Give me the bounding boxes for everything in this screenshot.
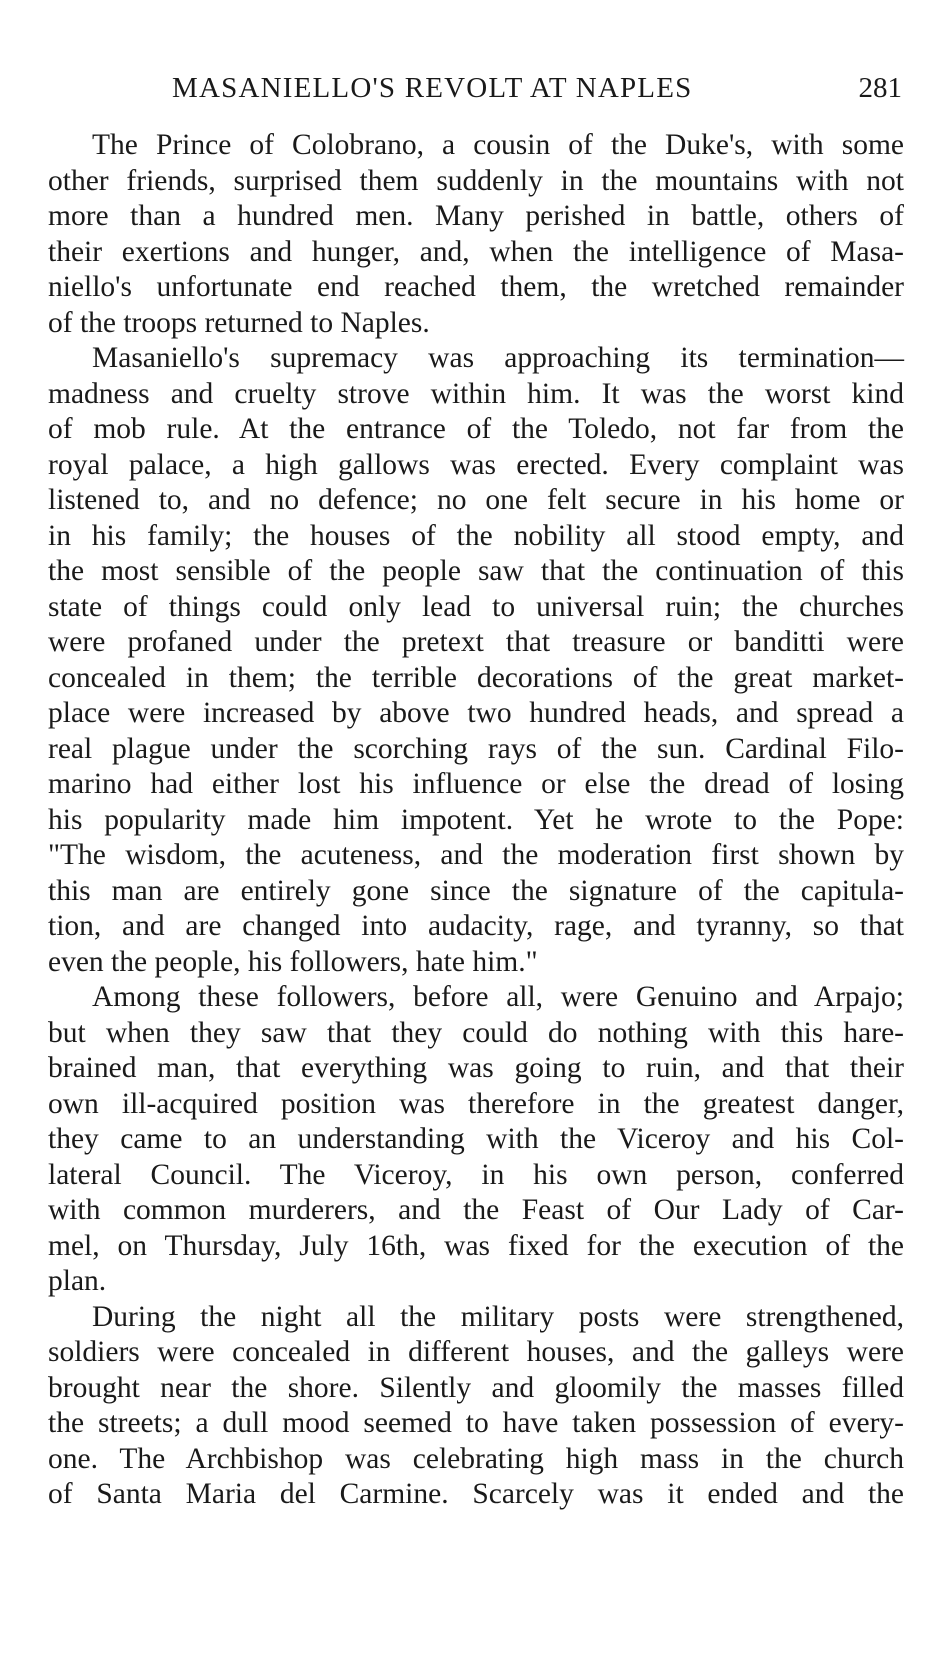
text-line: "The wisdom, the acuteness, and the moderation first shown by	[48, 839, 904, 871]
text-line: other friends, surprised them suddenly in the mountains with not	[48, 164, 904, 197]
text-line: real plague under the scorching rays of the sun. Cardinal Filo-	[48, 732, 904, 765]
text-line: During the night all the military posts were strengthened,	[92, 1300, 904, 1333]
body-text	[48, 128, 904, 1513]
text-line: marino had either lost his influence or else the dread of losing	[48, 768, 904, 800]
text-line: his popularity made him impotent. Yet he wrote to the Pope:	[48, 803, 904, 836]
text-line: mel, on Thursday, July 16th, was fixed for the execution of the	[48, 1229, 904, 1262]
text-line: of the troops returned to Naples.	[48, 306, 430, 339]
text-line: in his family; the houses of the nobility all stood empty, and	[48, 519, 904, 552]
text-line: brained man, that everything was going to ruin, and that their	[48, 1052, 904, 1084]
text-line: niello's unfortunate end reached them, the wretched remainder	[48, 271, 904, 303]
text-line: state of things could only lead to universal ruin; the churches	[48, 590, 904, 623]
text-line: soldiers were concealed in different houses, and the galleys were	[48, 1336, 904, 1368]
text-line: royal palace, a high gallows was erected. Every complaint was	[48, 448, 904, 481]
text-line: place were increased by above two hundred heads, and spread a	[48, 697, 904, 729]
text-line: the streets; a dull mood seemed to have taken possession of every-	[48, 1407, 904, 1439]
text-line: madness and cruelty strove within him. It was the worst kind	[48, 377, 904, 410]
running-head	[48, 72, 904, 112]
text-line: were profaned under the pretext that treasure or banditti were	[48, 626, 904, 658]
text-line: Among these followers, before all, were Genuino and Arpajo;	[92, 981, 904, 1013]
text-line: of Santa Maria del Carmine. Scarcely was it ended and the	[48, 1478, 904, 1510]
text-line: The Prince of Colobrano, a cousin of the Duke's, with some	[92, 129, 904, 161]
text-line: but when they saw that they could do nothing with this hare-	[48, 1016, 904, 1049]
text-line: one. The Archbishop was celebrating high mass in the church	[48, 1442, 904, 1475]
text-line: concealed in them; the terrible decorations of the great market-	[48, 661, 904, 694]
text-line: tion, and are changed into audacity, rage, and tyranny, so that	[48, 910, 904, 942]
text-line: with common murderers, and the Feast of Our Lady of Car-	[48, 1194, 904, 1226]
text-line: even the people, his followers, hate him."	[48, 945, 538, 978]
page-number: 281	[858, 72, 902, 104]
text-line: plan.	[48, 1265, 107, 1297]
text-line: listened to, and no defence; no one felt secure in his home or	[48, 484, 904, 516]
paragraph	[48, 980, 904, 1300]
text-line: more than a hundred men. Many perished in battle, others of	[48, 200, 904, 232]
text-line: they came to an understanding with the Viceroy and his Col-	[48, 1123, 904, 1155]
text-line: own ill-acquired position was therefore in the greatest danger,	[48, 1087, 904, 1120]
text-line: Masaniello's supremacy was approaching its termination—	[92, 342, 904, 374]
paragraph	[48, 1300, 904, 1513]
text-line: the most sensible of the people saw that the continuation of this	[48, 555, 904, 587]
paragraph	[48, 341, 904, 980]
text-line: of mob rule. At the entrance of the Toledo, not far from the	[48, 413, 904, 445]
running-title: MASANIELLO'S REVOLT AT NAPLES	[172, 72, 693, 104]
text-line: brought near the shore. Silently and gloomily the masses filled	[48, 1371, 904, 1404]
text-line: lateral Council. The Viceroy, in his own person, conferred	[48, 1158, 904, 1191]
text-line: their exertions and hunger, and, when the intelligence of Masa-	[48, 235, 904, 268]
text-line: this man are entirely gone since the signature of the capitula-	[48, 874, 904, 907]
book-page	[48, 0, 904, 1658]
paragraph	[48, 128, 904, 341]
